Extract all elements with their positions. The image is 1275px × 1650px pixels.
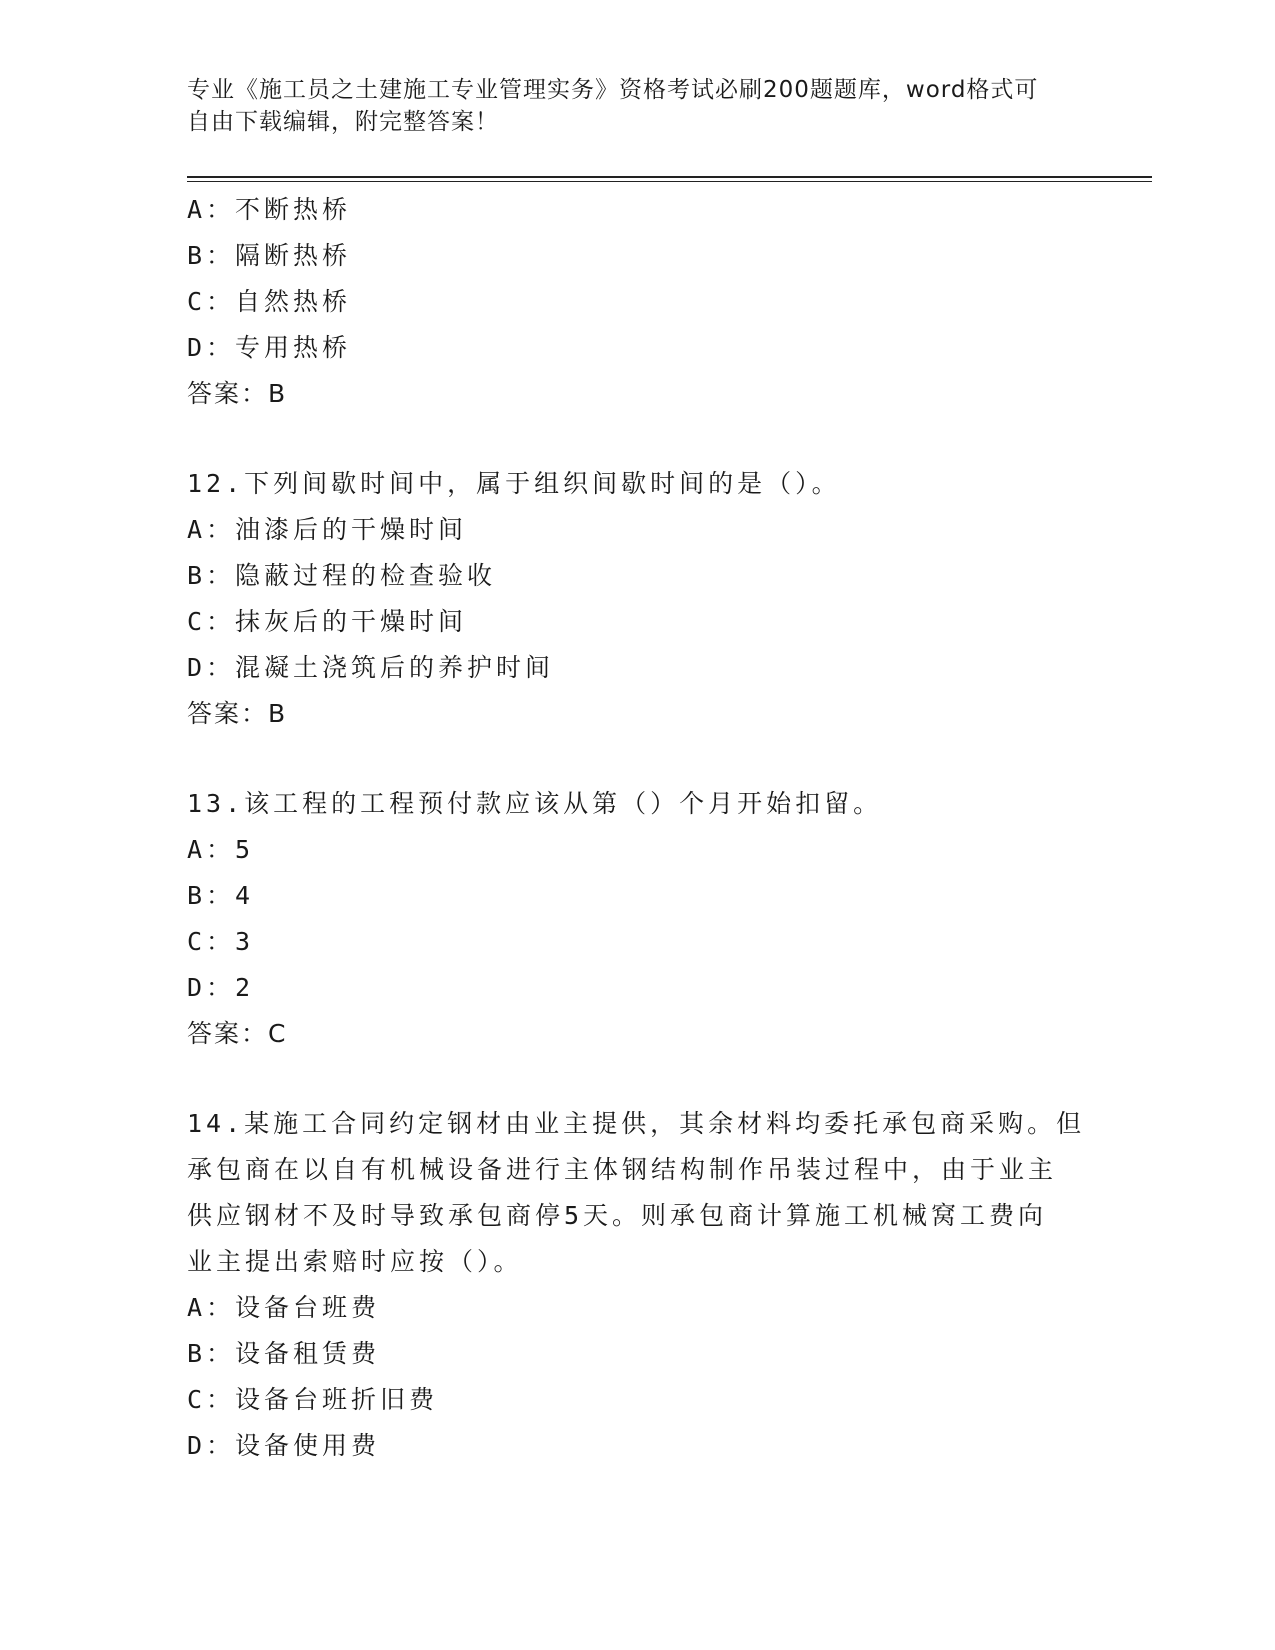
question-stem-line: 14.某施工合同约定钢材由业主提供，其余材料均委托承包商采购。但 <box>187 1109 1086 1138</box>
option-b: B：4 <box>187 881 255 910</box>
question-13 <box>187 781 1107 1057</box>
option-b: B：隔断热桥 <box>187 241 352 270</box>
option-b: B：设备租赁费 <box>187 1339 381 1368</box>
question-stem: 12.下列间歇时间中，属于组织间歇时间的是（）。 <box>187 469 841 498</box>
option-b: B：隐蔽过程的检查验收 <box>187 561 497 590</box>
header-line-2: 自由下载编辑，附完整答案！ <box>187 109 499 135</box>
question-stem: 13.该工程的工程预付款应该从第（）个月开始扣留。 <box>187 789 883 818</box>
option-a: A：不断热桥 <box>187 195 352 224</box>
header-divider-thick <box>187 176 1152 178</box>
option-d: D：专用热桥 <box>187 333 352 362</box>
option-a: A：5 <box>187 835 255 864</box>
option-a: A：设备台班费 <box>187 1293 381 1322</box>
option-d: D：设备使用费 <box>187 1431 381 1460</box>
answer: 答案：C <box>187 1019 288 1048</box>
option-c: C：3 <box>187 927 255 956</box>
question-stem-line: 承包商在以自有机械设备进行主体钢结构制作吊装过程中，由于业主 <box>187 1155 1058 1184</box>
document-header <box>187 74 1087 138</box>
question-list <box>187 187 1107 1469</box>
question-11 <box>187 187 1107 417</box>
option-a: A：油漆后的干燥时间 <box>187 515 468 544</box>
header-line-1: 专业《施工员之土建施工专业管理实务》资格考试必刷200题题库，word格式可 <box>187 77 1039 103</box>
question-stem-line: 供应钢材不及时导致承包商停5天。则承包商计算施工机械窝工费向 <box>187 1201 1048 1230</box>
answer: 答案：B <box>187 699 288 728</box>
spacer <box>187 737 1107 781</box>
option-c: C：自然热桥 <box>187 287 352 316</box>
question-14 <box>187 1101 1107 1469</box>
question-stem-line: 业主提出索赔时应按（）。 <box>187 1247 523 1276</box>
option-c: C：设备台班折旧费 <box>187 1385 439 1414</box>
option-d: D：2 <box>187 973 255 1002</box>
option-c: C：抹灰后的干燥时间 <box>187 607 468 636</box>
answer: 答案：B <box>187 379 288 408</box>
option-d: D：混凝土浇筑后的养护时间 <box>187 653 555 682</box>
spacer <box>187 417 1107 461</box>
question-12 <box>187 461 1107 737</box>
header-divider-thin <box>187 181 1152 182</box>
spacer <box>187 1057 1107 1101</box>
